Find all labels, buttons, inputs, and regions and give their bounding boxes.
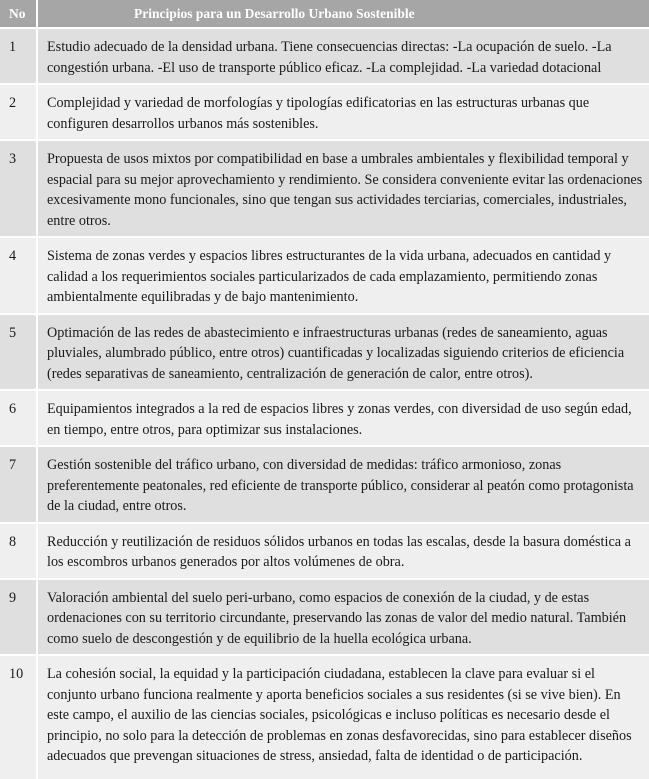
row-principle: Estudio adecuado de la densidad urbana. Tiene consecuencias directas: -La ocupación de suelo. -La congestión urbana. -El uso de transporte público eficaz. -La complejidad. -La variedad dotacional <box>38 29 649 85</box>
column-header-principles: Principios para un Desarrollo Urbano Sostenible <box>38 0 649 29</box>
row-principle: Propuesta de usos mixtos por compatibilidad en base a umbrales ambientales y flexibilidad temporal y espacial para su mejor aprovechamiento y rendimiento. Se considera conveniente evitar las ordenaciones excesivamente mono funcionales, sino que tengan sus actividades terciarias, comerciales, industriales, entre otros. <box>38 141 649 238</box>
table-row <box>0 29 649 85</box>
table-row <box>0 85 649 141</box>
row-number: 2 <box>0 85 38 141</box>
table-row <box>0 580 649 657</box>
column-header-no: No <box>0 0 38 29</box>
row-principle: Sistema de zonas verdes y espacios libres estructurantes de la vida urbana, adecuados en cantidad y calidad a los requerimientos sociales particularizados de cada emplazamiento, permitiendo zonas ambientalmente equilibradas y de bajo mantenimiento. <box>38 238 649 315</box>
table-row <box>0 238 649 315</box>
row-principle: La cohesión social, la equidad y la participación ciudadana, establecen la clave para evaluar si el conjunto urbano funciona realmente y aporta beneficios sociales a sus residentes (si se vive bien). En este campo, el auxilio de las ciencias sociales, psicológicas e incluso políticas es necesario desde el principio, no solo para la detección de problemas en zonas desfavorecidas, sino para establecer diseños adecuados que prevengan situaciones de stress, ansiedad, falta de identidad o de participación. <box>38 656 649 779</box>
table-row <box>0 524 649 580</box>
row-number: 7 <box>0 447 38 524</box>
table-row <box>0 315 649 392</box>
table-row <box>0 391 649 447</box>
row-number: 3 <box>0 141 38 238</box>
row-principle: Optimación de las redes de abastecimiento e infraestructuras urbanas (redes de saneamiento, aguas pluviales, alumbrado público, entre otros) cuantificadas y localizadas siguiendo criterios de eficiencia (redes separativas de saneamiento, centralización de generación de calor, entre otros). <box>38 315 649 392</box>
table-row <box>0 447 649 524</box>
row-principle: Gestión sostenible del tráfico urbano, con diversidad de medidas: tráfico armonioso, zonas preferentemente peatonales, red eficiente de transporte público, considerar al peatón como protagonista de la ciudad, entre otros. <box>38 447 649 524</box>
row-principle: Valoración ambiental del suelo peri-urbano, como espacios de conexión de la ciudad, y de estas ordenaciones con su territorio circundante, preservando las zonas de valor del medio natural. También como suelo de descongestión y de equilibrio de la huella ecológica urbana. <box>38 580 649 657</box>
row-principle: Complejidad y variedad de morfologías y tipologías edificatorias en las estructuras urbanas que configuren desarrollos urbanos más sostenibles. <box>38 85 649 141</box>
row-number: 6 <box>0 391 38 447</box>
row-principle: Reducción y reutilización de residuos sólidos urbanos en todas las escalas, desde la basura doméstica a los escombros urbanos generados por altos volúmenes de obra. <box>38 524 649 580</box>
table-header-row <box>0 0 649 29</box>
row-number: 5 <box>0 315 38 392</box>
row-number: 1 <box>0 29 38 85</box>
table-row <box>0 656 649 779</box>
row-number: 4 <box>0 238 38 315</box>
row-number: 10 <box>0 656 38 779</box>
row-principle: Equipamientos integrados a la red de espacios libres y zonas verdes, con diversidad de uso según edad, en tiempo, entre otros, para optimizar sus instalaciones. <box>38 391 649 447</box>
row-number: 8 <box>0 524 38 580</box>
row-number: 9 <box>0 580 38 657</box>
table-row <box>0 141 649 238</box>
